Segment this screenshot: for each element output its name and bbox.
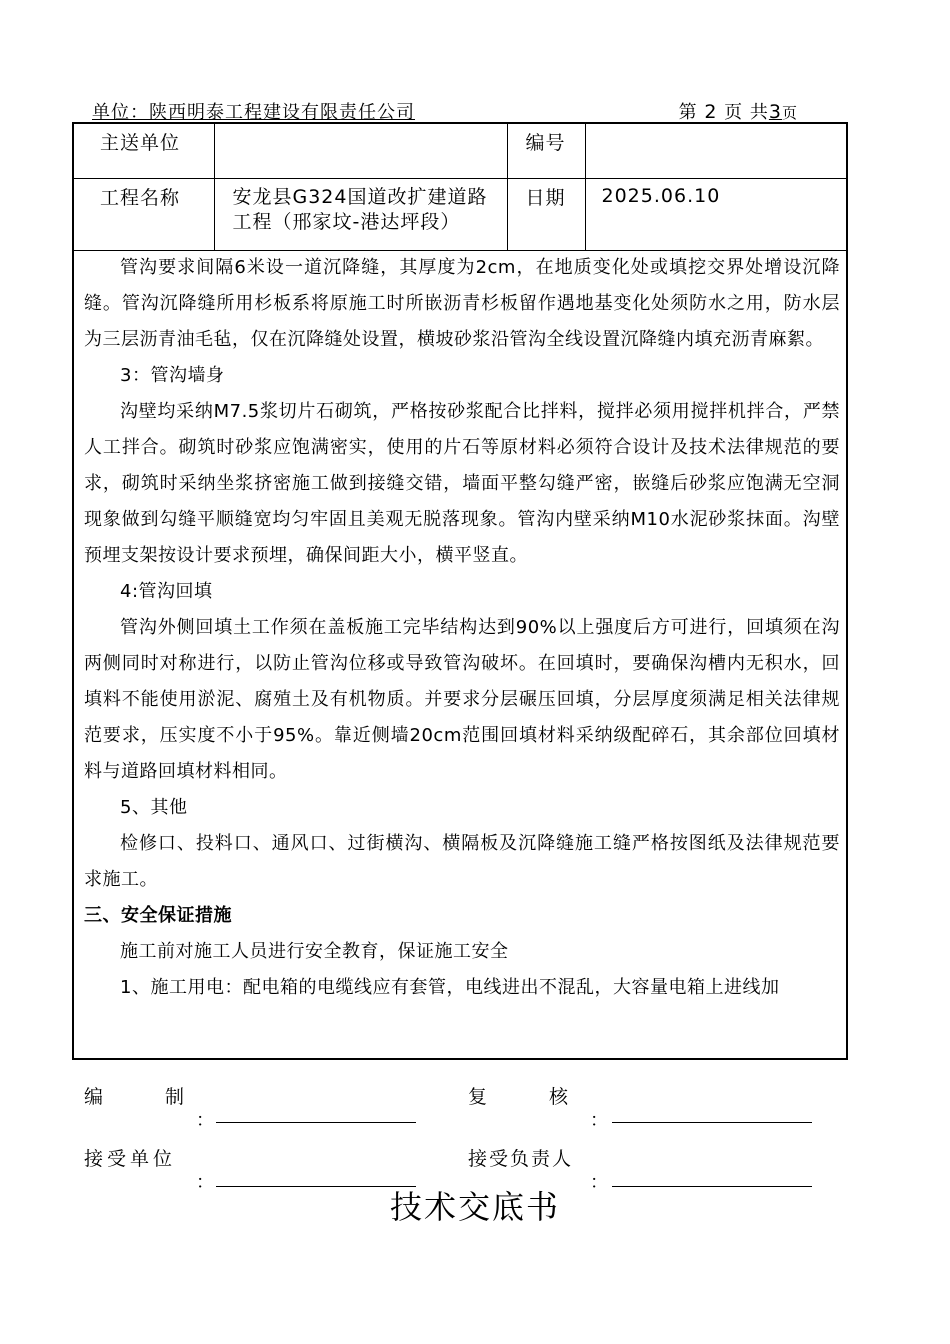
heading-other: 5、其他: [120, 797, 188, 818]
paragraph-electricity: 1、施工用电：配电箱的电缆线应有套管，电线进出不混乱，大容量电箱上进线加: [120, 977, 780, 998]
info-row-project: [74, 178, 846, 250]
receiver-person-label: 接受负责人: [468, 1148, 574, 1170]
project-value: 安龙县G324国道改扩建道路工程（邢家坟-港达坪段）: [214, 178, 507, 250]
paragraph-safety-education: 施工前对施工人员进行安全教育，保证施工安全: [120, 941, 509, 962]
sender-label: 主送单位: [74, 124, 214, 178]
date-value: 2025.06.10: [585, 178, 846, 250]
number-value: [585, 124, 846, 178]
page-total: 3: [768, 101, 782, 123]
page-current: 2: [704, 101, 718, 123]
date-label: 日期: [507, 178, 585, 250]
document-title: 技术交底书: [389, 1188, 560, 1226]
paragraph-settlement-joint: 管沟要求间隔6米设一道沉降缝，其厚度为2cm，在地质变化处或填挖交界处增设沉降缝。管沟沉降缝所用杉板系将原施工时所嵌沥青杉板留作遇地基变化处须防水之用，防水层为三层沥青油毛毡，仅在沉降缝处设置，横坡砂浆沿管沟全线设置沉降缝内填充沥青麻絮。: [84, 257, 840, 350]
receiver-person-colon: ：: [590, 1172, 608, 1193]
paragraph-other: 检修口、投料口、通风口、过街横沟、横隔板及沉降缝施工缝严格按图纸及法律规范要求施工。: [84, 833, 840, 890]
info-table: [74, 124, 846, 251]
paragraph-backfill: 管沟外侧回填土工作须在盖板施工完毕结构达到90%以上强度后方可进行，回填须在沟两侧同时对称进行，以防止管沟位移或导致管沟破坏。在回填时，要确保沟槽内无积水，回填料不能使用淤泥、腐殖土及有机物质。并要求分层碾压回填，分层厚度须满足相关法律规范要求，压实度不小于95%。靠近侧墙20cm范围回填材料采纳级配碎石，其余部位回填材料与道路回填材料相同。: [84, 617, 840, 782]
receiver-unit-label: 接受单位: [84, 1148, 177, 1170]
reviewer-colon: ：: [590, 1110, 608, 1131]
project-label: 工程名称: [74, 178, 214, 250]
reviewer-label: 复 核: [468, 1086, 577, 1108]
paragraph-wall: 沟壁均采纳M7.5浆切片石砌筑，严格按砂浆配合比拌料，搅拌必须用搅拌机拌合，严禁人工拌合。砌筑时砂浆应饱满密实，使用的片石等原材料必须符合设计及技术法律规范的要求，砌筑时采纳坐浆挤密施工做到接缝交错，墙面平整勾缝严密，嵌缝后砂浆应饱满无空洞现象做到勾缝平顺缝宽均匀牢固且美观无脱落现象。管沟内壁采纳M10水泥砂浆抹面。沟壁预埋支架按设计要求预埋，确保间距大小，横平竖直。: [84, 401, 840, 566]
sender-value: [214, 124, 507, 178]
receiver-unit-colon: ：: [196, 1172, 214, 1193]
heading-backfill: 4:管沟回填: [120, 581, 213, 602]
compiler-label: 编 制: [84, 1086, 193, 1108]
compiler-colon: ：: [196, 1110, 214, 1131]
page-indicator: 第 2 页 共3页: [678, 101, 798, 123]
page-header: [92, 98, 798, 124]
number-label: 编号: [507, 124, 585, 178]
compiler-signature-line[interactable]: [216, 1122, 416, 1123]
section-safety-heading: 三、安全保证措施: [84, 905, 232, 926]
body-text: [84, 250, 840, 1006]
document-frame: [72, 122, 848, 1060]
reviewer-signature-line[interactable]: [612, 1122, 812, 1123]
unit-name: 单位：陕西明泰工程建设有限责任公司: [92, 102, 415, 123]
info-row-sender: [74, 124, 846, 178]
heading-wall: 3：管沟墙身: [120, 365, 225, 386]
